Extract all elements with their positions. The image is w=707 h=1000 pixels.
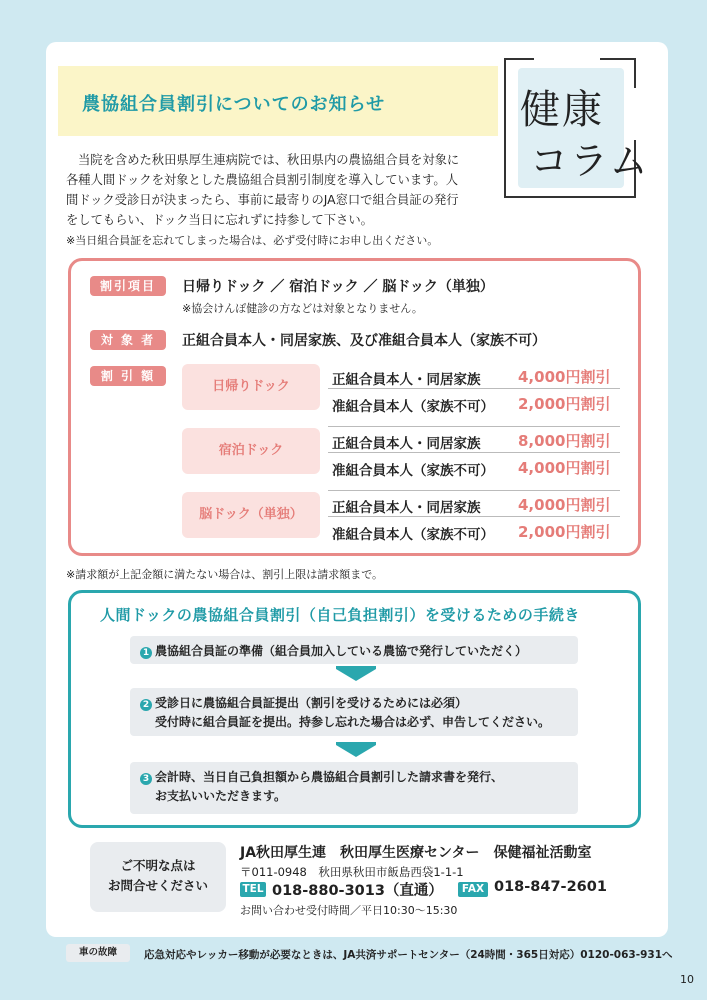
intro-line: をしてもらい、ドック当日に忘れずに持参して下さい。 (66, 213, 373, 227)
course-day-dock: 日帰りドック (182, 364, 320, 410)
step-text: 農協組合員証の準備（組合員加入している農協で発行していただく） (155, 644, 528, 658)
tel-number[interactable]: 018-880-3013（直通） (272, 883, 443, 899)
fax-tag: FAX (458, 882, 488, 897)
step-text: お支払いいただきます。 (155, 789, 287, 803)
breakdown-label: 車の故障 (66, 944, 130, 962)
step-text: 会計時、当日自己負担額から農協組合員割引した請求書を発行、 (155, 770, 504, 784)
row-divider (328, 426, 620, 427)
discount-target-text: 正組合員本人・同居家族、及び准組合員本人（家族不可） (182, 333, 546, 349)
discount-item-text: 日帰りドック ／ 宿泊ドック ／ 脳ドック（単独） (182, 279, 494, 295)
contact-question-line: ご不明な点は (120, 858, 196, 873)
contact-question-line: お問合せください (107, 878, 208, 893)
discount-amount-label: 割 引 額 (90, 366, 166, 386)
contact-address: 〒011-0948 秋田県秋田市飯島西袋1-1-1 (240, 865, 464, 879)
member-regular-label: 正組合員本人・同居家族 (332, 372, 481, 388)
contact-hours: お問い合わせ受付時間／平日10:30〜15:30 (240, 904, 458, 917)
breakdown-text: 応急対応やレッカー移動が必要なときは、JA共済サポートセンター（24時間・365日対応）0120-063-931へ (144, 949, 673, 961)
discount-value: 8,000円割引 (518, 432, 611, 450)
discount-value: 2,000円割引 (518, 523, 611, 541)
course-stay-dock: 宿泊ドック (182, 428, 320, 474)
fax-number: 018-847-2601 (494, 879, 607, 895)
step-text: 受付時に組合員証を提出。持参し忘れた場合は必ず、申告してください。 (155, 715, 551, 729)
procedure-step (130, 762, 578, 814)
row-divider (328, 452, 620, 453)
down-arrow-icon (336, 745, 376, 757)
tel-tag: TEL (240, 882, 266, 897)
row-divider (328, 388, 620, 389)
member-associate-label: 准組合員本人（家族不可） (332, 399, 494, 415)
step-number-badge: 1 (140, 647, 152, 659)
column-badge-frame-top (504, 58, 534, 60)
step-text: 受診日に農協組合員証提出（割引を受けるためには必須） (155, 696, 468, 710)
column-badge-line2: コラム (530, 139, 650, 183)
intro-paragraph (66, 150, 506, 230)
procedure-step (130, 688, 578, 736)
member-associate-label: 准組合員本人（家族不可） (332, 463, 494, 479)
intro-note: ※当日組合員証を忘れてしまった場合は、必ず受付時にお申し出ください。 (66, 234, 439, 247)
contact-question-box (90, 842, 226, 912)
page-number: 10 (680, 973, 694, 986)
discount-value: 4,000円割引 (518, 496, 611, 514)
discount-target-label: 対 象 者 (90, 330, 166, 350)
procedure-title: 人間ドックの農協組合員割引（自己負担割引）を受けるための手続き (100, 606, 580, 624)
member-regular-label: 正組合員本人・同居家族 (332, 436, 481, 452)
down-arrow-icon (336, 669, 376, 681)
discount-value: 2,000円割引 (518, 395, 611, 413)
page-title: 農協組合員割引についてのお知らせ (82, 94, 386, 115)
member-associate-label: 准組合員本人（家族不可） (332, 527, 494, 543)
course-brain-dock: 脳ドック（単独） (182, 492, 320, 538)
row-divider (328, 490, 620, 491)
procedure-step (130, 636, 578, 664)
member-regular-label: 正組合員本人・同居家族 (332, 500, 481, 516)
intro-line: 各種人間ドックを対象とした農協組合員割引制度を導入しています。人 (66, 173, 459, 187)
column-badge-line1: 健康 (520, 87, 604, 133)
column-badge-frame-top-right (600, 58, 636, 60)
step-number-badge: 3 (140, 773, 152, 785)
contact-organization: JA秋田厚生連 秋田厚生医療センター 保健福祉活動室 (240, 845, 592, 861)
discount-value: 4,000円割引 (518, 459, 611, 477)
intro-line: 間ドック受診日が決まったら、事前に最寄りのJA窓口で組合員証の発行 (66, 193, 459, 207)
intro-line: 当院を含めた秋田県厚生連病院では、秋田県内の農協組合員を対象に (78, 153, 460, 167)
column-badge-frame-right-top (634, 58, 636, 88)
discount-item-label: 割引項目 (90, 276, 166, 296)
row-divider (328, 516, 620, 517)
discount-value: 4,000円割引 (518, 368, 611, 386)
step-number-badge: 2 (140, 699, 152, 711)
discount-item-note: ※協会けんぽ健診の方などは対象となりません。 (182, 302, 423, 315)
discount-footnote: ※請求額が上記金額に満たない場合は、割引上限は請求額まで。 (66, 568, 383, 581)
